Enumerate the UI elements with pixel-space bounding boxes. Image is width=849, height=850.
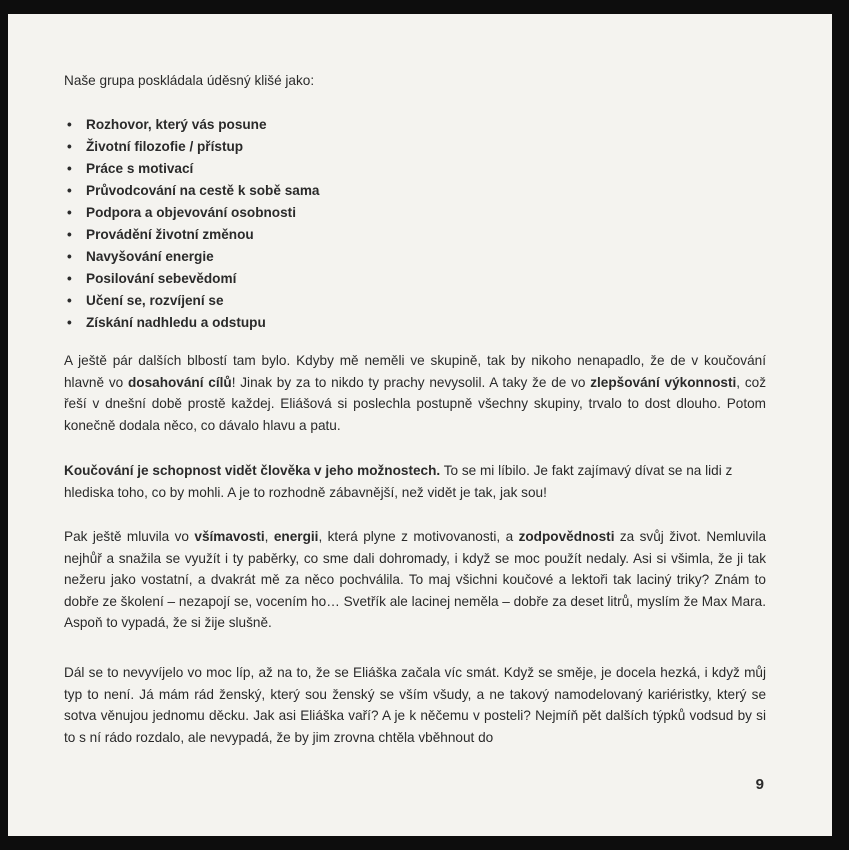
text-run: , — [264, 529, 274, 544]
intro-paragraph: Naše grupa poskládala úděsný klišé jako: — [64, 73, 315, 88]
text-run: , která plyne z motivovanosti, a — [318, 529, 519, 544]
emphasis-text: zodpovědnosti — [518, 529, 615, 544]
text-run: Pak ještě mluvila vo — [64, 529, 195, 544]
emphasis-text: všímavosti — [194, 529, 265, 544]
emphasis-text: dosahování cílů — [127, 374, 232, 390]
text-run: za svůj život. Nemluvila nejhůř a snažila se využít i ty paběrky, co sme dali dohromady, i když se moc použít nedaly. Asi si všimla, že ji tak nežeru jako vostatní, a dvakrát mě za něco pochválila. To maj všichni koučové a lektoři tak laciný triky? Znám to dobře ze školení – nezapojí se, vocením ho… Svetřík ale lacinej neměla – dobře za deset litrů, myslím že Max Mara. Aspoň to vypadá, že si žije slušně. — [64, 529, 767, 631]
list-item: • Rozhovor, který vás posune — [64, 114, 766, 136]
list-item: • Získání nadhledu a odstupu — [64, 312, 766, 334]
list-item: • Podpora a objevování osobnosti — [64, 202, 766, 224]
book-page — [8, 14, 832, 836]
bullet-list — [64, 114, 766, 334]
text-run: A ještě pár dalších blbostí tam bylo. Kdyby mě neměli ve skupině, tak by nikoho nenapadlo, že de v koučování hlavně vo — [64, 353, 766, 390]
paragraph-2 — [64, 460, 766, 503]
list-item: • Průvodcování na cestě k sobě sama — [64, 180, 766, 202]
text-run: ! Jinak by za to nikdo ty prachy nevysolil. A taky že de vo — [231, 374, 591, 390]
emphasis-text: Koučování je schopnost vidět člověka v jeho možnostech. — [64, 463, 441, 478]
list-item: • Navyšování energie — [64, 246, 766, 268]
list-item: • Životní filozofie / přístup — [64, 136, 766, 158]
list-item: • Posilování sebevědomí — [64, 268, 766, 290]
text-run: To se mi líbilo. Je fakt zajímavý dívat se na lidi z hlediska toho, co by mohli. A je to rozhodně zábavnější, než vidět je tak, jak sou! — [64, 463, 733, 500]
emphasis-text: zlepšování výkonnosti — [590, 374, 737, 390]
page-number: 9 — [755, 776, 764, 793]
emphasis-text: energii — [273, 529, 319, 544]
text-run: , což řeší v dnešní době prostě každej. Eliášová si poslechla postupně všechny skupiny, trvalo to dost dlouho. Potom konečně dodala něco, co dávalo hlavu a patu. — [64, 374, 766, 433]
list-item: • Učení se, rozvíjení se — [64, 290, 766, 312]
paragraph-3 — [64, 526, 766, 634]
list-item: • Práce s motivací — [64, 158, 766, 180]
paragraph-4: Dál se to nevyvíjelo vo moc líp, až na to, že se Eliáška začala víc smát. Když se směje, je docela hezká, i když můj typ to není. Já mám rád ženský, který sou ženský se vším všudy, a ne takový namodelovaný kariéristky, který se sotva věnujou jednomu děcku. Jak asi Eliáška vaří? A je k něčemu v posteli? Nejmíň pět dalších týpků vodsud by si to s ní rádo rozdalo, ale nevypadá, že by jim zrovna chtěla vběhnout do — [64, 665, 766, 745]
paragraph-1 — [64, 350, 766, 436]
list-item: • Provádění životní změnou — [64, 224, 766, 246]
